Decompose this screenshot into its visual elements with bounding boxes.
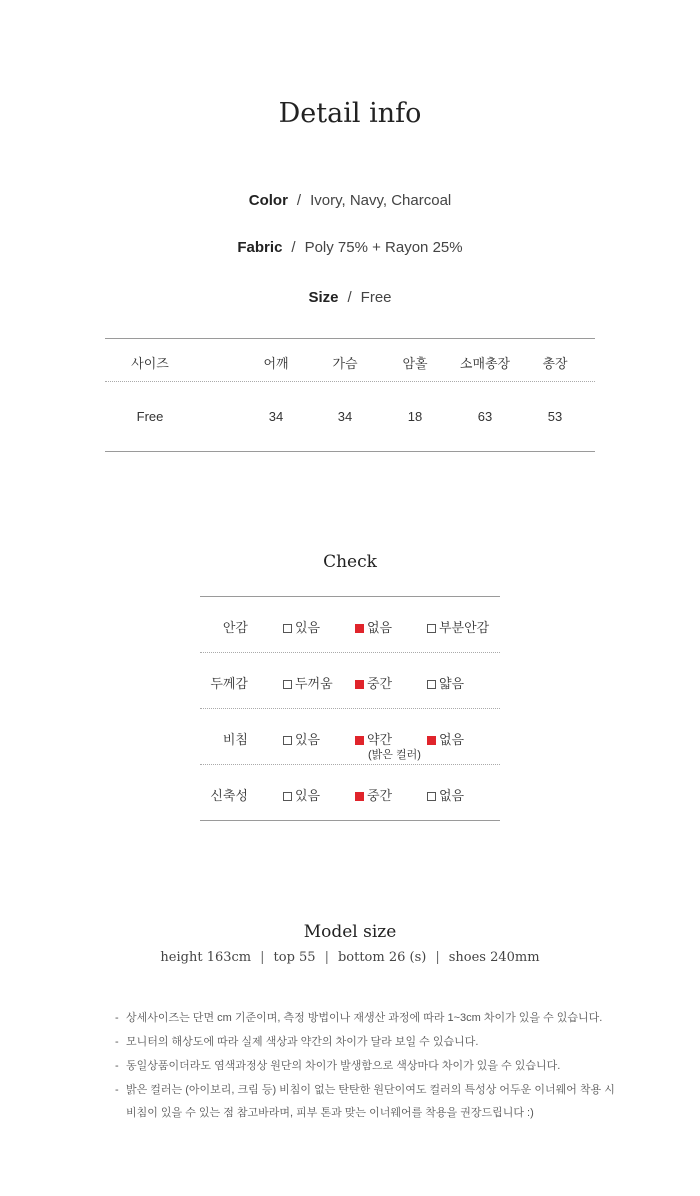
checkbox-empty-icon — [427, 792, 436, 801]
checkbox-empty-icon — [283, 736, 292, 745]
spec-separator: / — [347, 289, 352, 306]
checkbox-filled-icon — [355, 792, 364, 801]
check-option — [283, 673, 333, 692]
table-cell: 18 — [407, 409, 423, 424]
check-row-label: 비침 — [222, 732, 248, 747]
check-table — [200, 596, 500, 821]
check-option — [427, 617, 489, 636]
check-row-label: 두께감 — [210, 676, 248, 691]
note-dash: - — [115, 1036, 119, 1048]
spec-size-value: Free — [360, 289, 392, 306]
spec-separator: / — [291, 239, 296, 256]
list-item — [115, 1060, 615, 1073]
spec-fabric — [0, 239, 700, 256]
model-height: height 163cm — [160, 950, 252, 965]
spec-size-label: Size — [308, 289, 339, 306]
spec-size — [0, 289, 700, 306]
check-option — [355, 673, 392, 692]
checkbox-filled-icon — [427, 736, 436, 745]
table-cell: 63 — [477, 409, 493, 424]
model-bottom: bottom 26 (s) — [337, 950, 427, 965]
table-cell: 34 — [337, 409, 353, 424]
note-text: 모니터의 해상도에 따라 실제 색상과 약간의 차이가 달라 보일 수 있습니다. — [126, 1036, 479, 1048]
option-label: 없음 — [367, 620, 393, 635]
checkbox-empty-icon — [283, 680, 292, 689]
spec-fabric-value: Poly 75% + Rayon 25% — [304, 239, 463, 256]
check-option — [283, 617, 320, 636]
check-option — [427, 729, 464, 748]
size-table-header — [105, 339, 595, 381]
checkbox-filled-icon — [355, 624, 364, 633]
header-cell: 사이즈 — [131, 356, 169, 371]
check-option — [427, 673, 464, 692]
model-size-line — [0, 950, 700, 965]
option-label: 없음 — [439, 732, 465, 747]
checkbox-filled-icon — [355, 680, 364, 689]
option-label: 없음 — [439, 788, 465, 803]
header-cell: 소매총장 — [459, 356, 511, 371]
note-text: 동일상품이더라도 염색과정상 원단의 차이가 발생함으로 색상마다 차이가 있을 수 있습니다. — [126, 1060, 561, 1072]
check-bottom-rule — [200, 820, 500, 821]
check-row-sheerness — [200, 709, 500, 764]
header-cell: 암홀 — [402, 356, 428, 371]
spec-color-value: Ivory, Navy, Charcoal — [310, 192, 452, 209]
option-label: 있음 — [295, 620, 321, 635]
model-divider: | — [260, 950, 265, 965]
model-divider: | — [324, 950, 329, 965]
table-bottom-rule — [105, 451, 595, 452]
check-row-label: 안감 — [222, 620, 248, 635]
checkbox-empty-icon — [283, 792, 292, 801]
option-label: 얇음 — [439, 676, 465, 691]
spec-separator: / — [296, 192, 302, 209]
option-label: 두꺼움 — [295, 676, 333, 691]
check-option — [355, 785, 392, 804]
model-shoes: shoes 240mm — [448, 950, 540, 965]
list-item — [115, 1084, 615, 1120]
check-row-thickness — [200, 653, 500, 708]
check-row-lining — [200, 597, 500, 652]
spec-color-label: Color — [248, 192, 288, 209]
model-top: top 55 — [273, 950, 316, 965]
check-option — [355, 617, 392, 636]
option-label: 부분안감 — [439, 620, 490, 635]
list-item — [115, 1012, 615, 1025]
option-label: 있음 — [295, 732, 321, 747]
option-label: 중간 — [367, 788, 393, 803]
spec-fabric-label: Fabric — [237, 239, 283, 256]
check-option — [427, 785, 464, 804]
spec-color — [0, 192, 700, 209]
check-option — [283, 729, 320, 748]
checkbox-filled-icon — [355, 736, 364, 745]
model-divider: | — [435, 950, 440, 965]
option-label: 약간 — [367, 732, 393, 747]
note-text: 상세사이즈는 단면 cm 기준이며, 측정 방법이나 재생산 과정에 따라 1~3cm 차이가 있을 수 있습니다. — [126, 1012, 603, 1024]
check-row-stretch — [200, 765, 500, 820]
checkbox-empty-icon — [427, 624, 436, 633]
header-cell: 총장 — [542, 356, 568, 371]
note-dash: - — [115, 1012, 119, 1024]
note-text-continued: 비침이 있을 수 있는 점 참고바라며, 피부 톤과 맞는 이너웨어를 착용을 권장드립니다 :) — [126, 1107, 534, 1119]
size-table — [105, 338, 595, 452]
model-size-title: Model size — [303, 922, 397, 942]
header-cell: 가슴 — [332, 356, 358, 371]
check-title: Check — [323, 552, 377, 572]
note-dash: - — [115, 1084, 119, 1096]
checkbox-empty-icon — [283, 624, 292, 633]
option-sub-label: (밝은 컬러) — [368, 749, 421, 761]
table-cell: 53 — [547, 409, 563, 424]
option-label: 있음 — [295, 788, 321, 803]
option-label: 중간 — [367, 676, 393, 691]
page-title: Detail info — [278, 98, 422, 129]
check-row-label: 신축성 — [210, 788, 248, 803]
note-text: 밝은 컬러는 (아이보리, 크림 등) 비침이 없는 탄탄한 원단이여도 컬러의 특성상 어두운 이너웨어 착용 시 — [126, 1084, 615, 1096]
checkbox-empty-icon — [427, 680, 436, 689]
notes-list — [115, 1012, 615, 1131]
table-row — [105, 382, 595, 451]
list-item — [115, 1036, 615, 1049]
header-cell: 어깨 — [263, 356, 289, 371]
check-option — [283, 785, 320, 804]
note-dash: - — [115, 1060, 119, 1072]
table-cell: 34 — [268, 409, 284, 424]
table-cell: Free — [136, 409, 164, 424]
